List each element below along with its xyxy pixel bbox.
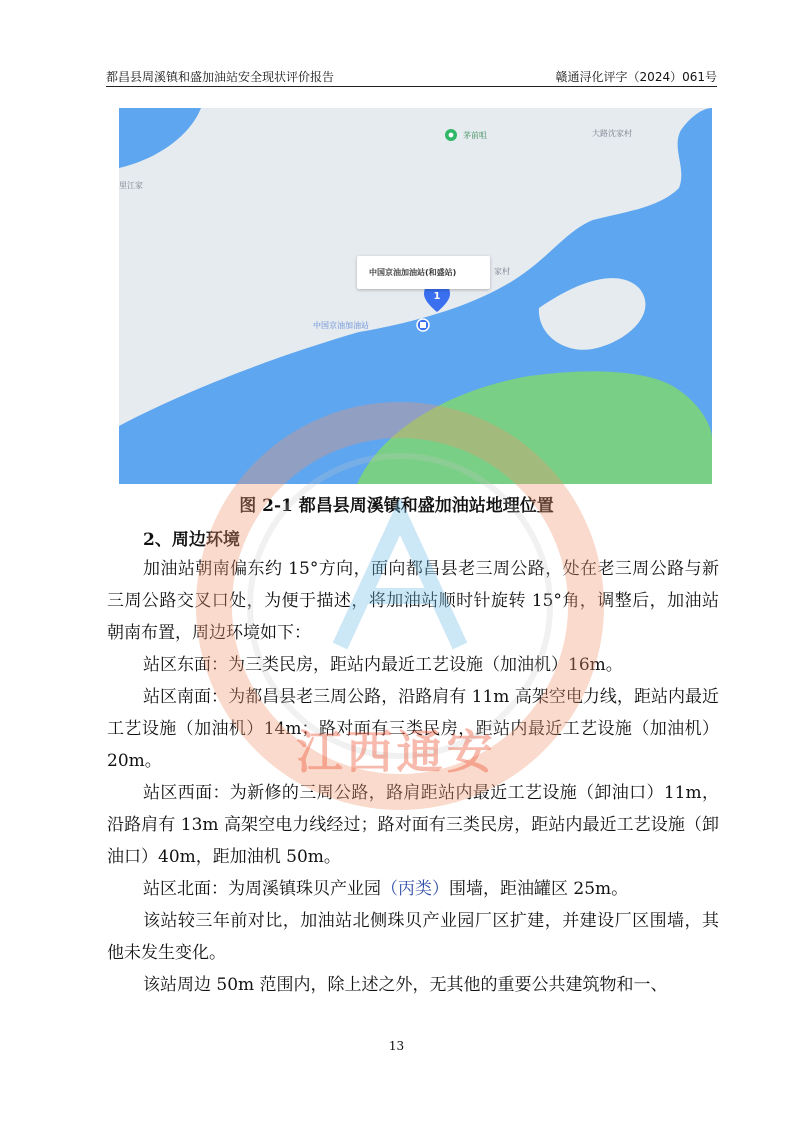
paragraph-changes: 该站较三年前对比，加油站北侧珠贝产业园厂区扩建，并建设厂区围墙，其他未发生变化。 [107, 911, 719, 963]
location-map [119, 108, 712, 484]
section-body [107, 553, 719, 1001]
map-graphic [119, 108, 712, 484]
paragraph-east: 站区东面：为三类民房，距站内最近工艺设施（加油机）16m。 [143, 655, 623, 675]
header-report-title: 都昌县周溪镇和盛加油站安全现状评价报告 [106, 70, 335, 84]
map-label-poi: 茅前咀 [463, 131, 487, 140]
poi-pin-dot [449, 133, 454, 138]
watermark-seal-text: 江西通安 [296, 725, 497, 779]
paragraph-north-tail: 围墙，距油罐区 25m。 [449, 879, 629, 899]
page-number: 13 [388, 1039, 405, 1053]
paragraph-west: 站区西面：为新修的三周公路，路肩距站内最近工艺设施（卸油口）11m，沿路肩有 13m 高架空电力线经过；路对面有三类民房，距站内最近工艺设施（卸油口）40m，距加油机 50m。 [107, 783, 719, 867]
map-label-village-north: 大路沈家村 [592, 129, 632, 138]
paragraph-surroundings: 该站周边 50m 范围内，除上述之外，无其他的重要公共建筑物和一、 [143, 975, 668, 995]
paragraph-north-text: 站区北面：为周溪镇珠贝产业园 [143, 879, 381, 899]
paragraph-north [107, 873, 719, 905]
header-document-number: 赣通浔化评字（2024）061号 [555, 70, 717, 84]
map-popup-station-name: 中国京油加油站(和盛站) [357, 256, 490, 289]
location-marker-number: 1 [433, 291, 441, 302]
figure-caption: 图 2-1 都昌县周溪镇和盛加油站地理位置 [239, 496, 554, 516]
paragraph-north-highlight: （丙类） [381, 879, 449, 899]
paragraph-south: 站区南面：为都昌县老三周公路，沿路肩有 11m 高架空电力线，距站内最近工艺设施（加油机）14m；路对面有三类民房，距站内最近工艺设施（加油机）20m。 [107, 687, 719, 771]
header-divider [106, 86, 717, 87]
gas-station-icon-glyph [420, 322, 426, 328]
map-label-village-west: 里江家 [119, 181, 143, 190]
section-title: 2、周边环境 [143, 530, 240, 550]
map-label-village-partial: 家村 [494, 267, 510, 276]
map-label-station: 中国京油加油站 [313, 321, 369, 330]
paragraph-orientation: 加油站朝南偏东约 15°方向，面向都昌县老三周公路，处在老三周公路与新三周公路交叉口处，为便于描述，将加油站顺时针旋转 15°角，调整后，加油站朝南布置，周边环境如下： [107, 559, 719, 643]
